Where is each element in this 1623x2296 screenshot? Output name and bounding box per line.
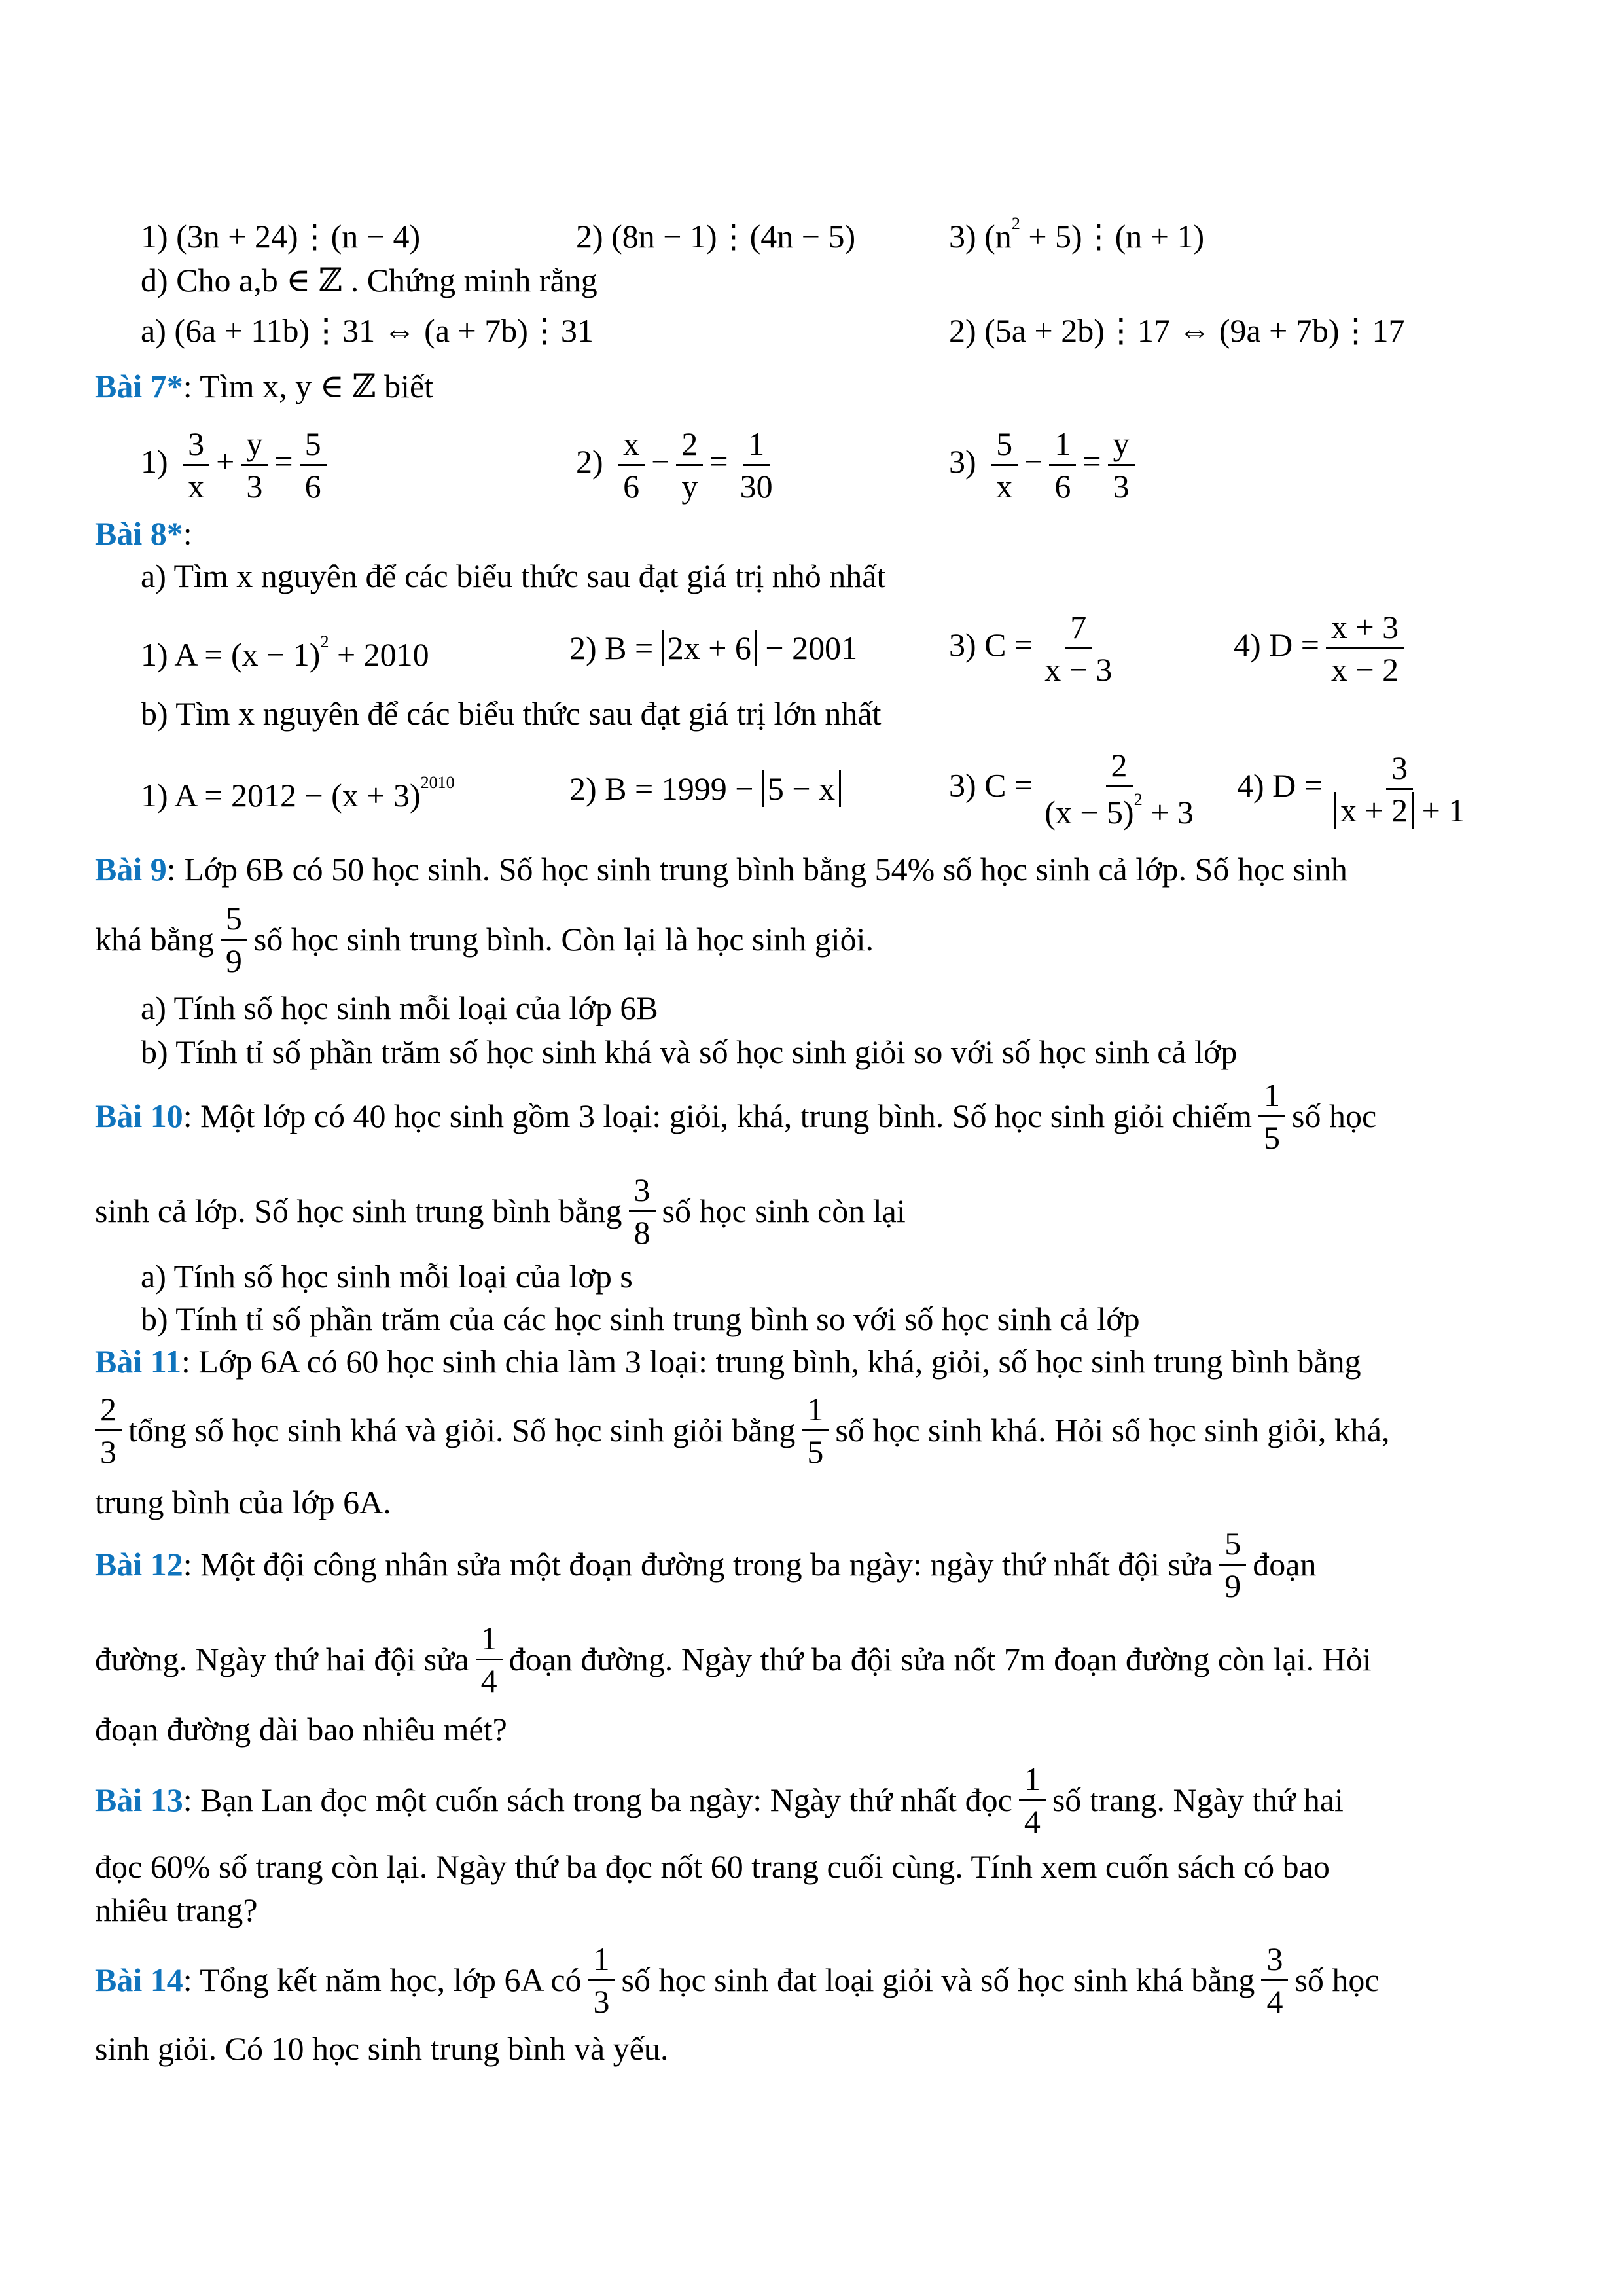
bai10-line2: sinh cả lớp. Số học sinh trung bình bằng 3 8 số học sinh còn lại (95, 1171, 906, 1251)
bai7-equations (141, 416, 1141, 514)
fraction: $\frac{x + 3}{x - 2}$ (1326, 611, 1404, 686)
problem-6d-intro: d) Cho a,b ∈ ℤ . Chứng minh rằng (141, 262, 597, 298)
expr-3-part2: + 5)⋮(n + 1) (1020, 218, 1205, 255)
bai7-label: Bài 7* (95, 368, 183, 404)
fraction: 1 3 (588, 1943, 615, 2018)
bai8-b4: 4) D = $\frac{3}{x + 2 + 1}$ (1237, 751, 1476, 827)
bai8-b3: 3) C = $\frac{2}{(x - 5)^2 + 3}$ (949, 749, 1237, 829)
bai7-eq2: 2) $\frac{x}{6}$ − $\frac{2}{y}$ = $\frac{1}{30}$ (576, 427, 949, 503)
bai10-part-a: a) Tính số học sinh mỗi loại của lơp s (141, 1258, 633, 1295)
bai7-eq2-num: 2) (576, 442, 603, 480)
bai8-label: Bài 8* (95, 515, 183, 552)
fraction: 5 9 (221, 902, 247, 977)
expr-2: 2) (8n − 1)⋮(4n − 5) (576, 218, 856, 255)
fraction: $\frac{2}{(x - 5)^2 + 3}$ (1044, 747, 1194, 831)
fraction: 3 4 (1261, 1943, 1288, 2018)
bai9-part-a: a) Tính số học sinh mỗi loại của lớp 6B (141, 990, 658, 1026)
bai9-line1 (95, 850, 1347, 889)
bai10-part-b: b) Tính tỉ số phần trăm của các học sinh trung bình so với số học sinh cả lớp (141, 1300, 1140, 1337)
expr-3 (949, 204, 1204, 256)
equiv-1: a) (6a + 11b)⋮31 ⇔ (a + 7b)⋮31 (141, 312, 594, 349)
fraction: 1 5 (802, 1393, 829, 1468)
bai9-line2: khá bằng 5 9 số học sinh trung bình. Còn lại là học sinh giỏi. (95, 899, 874, 979)
bai8-a2: 2) B = 2x + 6 − 2001 (569, 630, 858, 666)
bai7-eq3: 3) $\frac{5}{x}$ − $\frac{1}{6}$ = $\frac{y}{3}$ (949, 427, 1141, 503)
bai9-part-b: b) Tính tỉ số phần trăm số học sinh khá và số học sinh giỏi so với số học sinh cả lớp (141, 1033, 1238, 1070)
bai8-b-exprs (141, 736, 1476, 841)
bai11-line2: 2 3 tổng số học sinh khá và giỏi. Số học sinh giỏi bằng 1 5 số học sinh khá. Hỏi số học sinh giỏi, khá, (95, 1384, 1390, 1476)
expr-3-part1: 3) (n (949, 218, 1012, 255)
bai7-eq3-num: 3) (949, 442, 976, 480)
bai12-label: Bài 12 (95, 1546, 183, 1583)
bai9-text: : Lớp 6B có 50 học sinh. Số học sinh trung bình bằng 54% số học sinh cả lớp. Số học sinh (166, 851, 1347, 888)
fraction: $\frac{1}{30}$ (740, 425, 773, 505)
fraction: $\frac{y}{3}$ (241, 427, 268, 503)
bai7-eq1-num: 1) (141, 442, 168, 480)
fraction: $\frac{y}{3}$ (1108, 427, 1135, 503)
bai8-a1: 1) $A = (x - 1)^2 + 2010$ (141, 632, 429, 673)
problem-6c-line (141, 204, 1204, 256)
fraction: $\frac{2}{y}$ (676, 427, 703, 503)
bai8-a-exprs (141, 599, 1410, 697)
bai12-line3: đoạn đường dài bao nhiêu mét? (95, 1711, 507, 1748)
expr-1: 1) (3n + 24)⋮(n − 4) (141, 218, 421, 255)
bai7-text: : Tìm x, y ∈ ℤ biết (183, 368, 434, 404)
fraction: $\frac{5}{6}$ (300, 427, 327, 503)
bai8-b1: 1) $A = 2012 - (x + 3)^{2010}$ (141, 772, 455, 814)
fraction: 1 5 (1258, 1079, 1285, 1154)
bai11-line1: Bài 11: Lớp 6A có 60 học sinh chia làm 3 loại: trung bình, khá, giỏi, số học sinh trung bình bằng (95, 1343, 1361, 1380)
bai8-b2: 2) B = 1999 − 5 − x (569, 769, 949, 808)
fraction: 3 8 (629, 1174, 656, 1249)
bai14-line1: Bài 14 : Tổng kết năm học, lớp 6A có 1 3 số học sinh đat loại giỏi và số học sinh khá bằng 3 4 số học (95, 1940, 1380, 2020)
bai13-line3: nhiêu trang? (95, 1892, 258, 1928)
bai8-part-a: a) Tìm x nguyên để các biểu thức sau đạt giá trị nhỏ nhất (141, 558, 886, 594)
bai13-line1: Bài 13 : Bạn Lan đọc một cuốn sách trong ba ngày: Ngày thứ nhất đọc 1 4 số trang. Ngày thứ hai (95, 1760, 1344, 1840)
bai12-line2: đường. Ngày thứ hai đội sửa 1 4 đoạn đường. Ngày thứ ba đội sửa nốt 7m đoạn đường còn lại. Hỏi (95, 1619, 1372, 1699)
bai8-a3: 3) C = $\frac{7}{x - 3}$ (949, 611, 1234, 686)
bai8-part-b: b) Tìm x nguyên để các biểu thức sau đạt giá trị lớn nhất (141, 695, 882, 732)
bai11-label: Bài 11 (95, 1343, 181, 1380)
fraction: $\frac{3}{x}$ (183, 427, 209, 503)
fraction: $\frac{3}{x + 2 + 1}$ (1329, 751, 1470, 827)
bai12-line1: Bài 12 : Một đội công nhân sửa một đoạn đường trong ba ngày: ngày thứ nhất đội sửa 5 9 đoạn (95, 1524, 1317, 1604)
fraction: $\frac{7}{x - 3}$ (1044, 608, 1113, 688)
fraction: $\frac{5}{x}$ (991, 427, 1018, 503)
bai7-eq1: 1) $\frac{3}{x}$ + $\frac{y}{3}$ = $\frac{5}{6}$ (141, 427, 576, 503)
bai14-label: Bài 14 (95, 1962, 183, 1998)
bai10-label: Bài 10 (95, 1098, 183, 1134)
fraction: 2 3 (95, 1393, 122, 1468)
bai13-label: Bài 13 (95, 1782, 183, 1818)
fraction: $\frac{x}{6}$ (618, 427, 645, 503)
fraction: 1 4 (476, 1622, 503, 1697)
fraction: $\frac{1}{6}$ (1049, 427, 1076, 503)
expr-3-exponent: 2 (1011, 214, 1020, 233)
bai8-a4: 4) D = $\frac{x + 3}{x - 2}$ (1234, 611, 1410, 686)
bai13-line2: đọc 60% số trang còn lại. Ngày thứ ba đọc nốt 60 trang cuối cùng. Tính xem cuốn sách có bao (95, 1848, 1330, 1885)
problem-6d-line (141, 311, 1405, 350)
fraction: 5 9 (1219, 1527, 1246, 1602)
bai7-heading (95, 367, 433, 406)
equiv-2: 2) (5a + 2b)⋮17 ⇔ (9a + 7b)⋮17 (949, 312, 1405, 349)
bai8-heading (95, 514, 192, 553)
fraction: 1 4 (1019, 1763, 1046, 1838)
bai14-line2: sinh giỏi. Có 10 học sinh trung bình và yếu. (95, 2030, 669, 2067)
bai8-text: : (183, 515, 192, 552)
bai10-line1: Bài 10 : Một lớp có 40 học sinh gồm 3 loại: giỏi, khá, trung bình. Số học sinh giỏi chiếm 1 5 số học (95, 1076, 1377, 1156)
bai11-line3: trung bình của lớp 6A. (95, 1484, 391, 1520)
bai9-label: Bài 9 (95, 851, 167, 888)
